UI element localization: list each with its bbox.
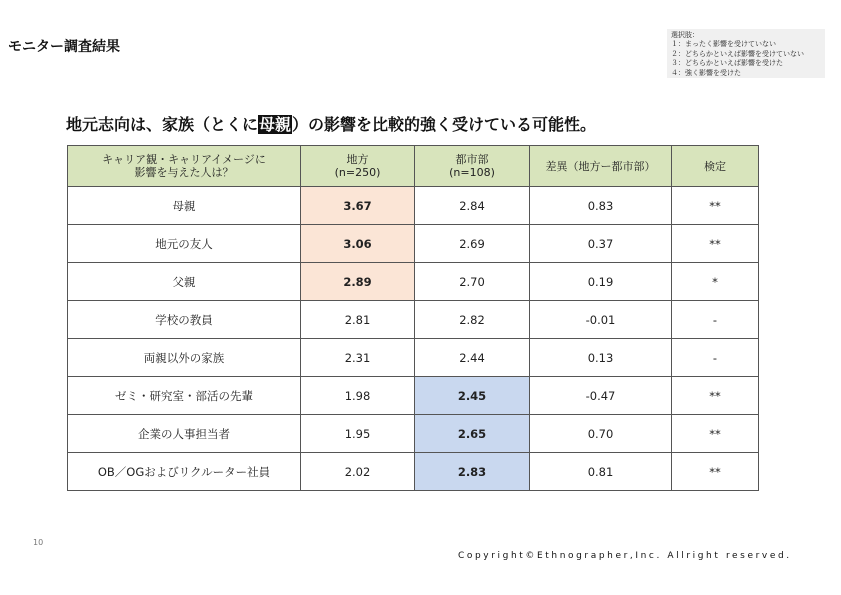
- cell-local: 2.02: [301, 453, 415, 491]
- cell-urban: 2.69: [415, 225, 530, 263]
- cell-test: **: [672, 453, 759, 491]
- cell-difference: 0.19: [530, 263, 672, 301]
- legend-item: １：まったく影響を受けていない: [671, 40, 776, 49]
- cell-urban: 2.83: [415, 453, 530, 491]
- header-influencer-line2: 影響を与えた人は？: [134, 166, 234, 179]
- cell-local: 3.06: [301, 225, 415, 263]
- cell-urban: 2.65: [415, 415, 530, 453]
- cell-local: 2.81: [301, 301, 415, 339]
- cell-urban: 2.44: [415, 339, 530, 377]
- header-urban-line1: 都市部: [455, 153, 489, 166]
- header-difference: 差異（地方ー都市部）: [530, 146, 672, 187]
- cell-influencer: 両親以外の家族: [68, 339, 301, 377]
- header-test: 検定: [672, 146, 759, 187]
- headline-text-after: ）の影響を比較的強く受けている可能性。: [292, 115, 597, 134]
- choices-legend: [667, 29, 825, 78]
- cell-difference: 0.83: [530, 187, 672, 225]
- table-row: [68, 263, 759, 301]
- table-row: [68, 225, 759, 263]
- page-number: 10: [33, 538, 44, 547]
- cell-local: 2.89: [301, 263, 415, 301]
- table-row: [68, 301, 759, 339]
- header-local-line1: 地方: [346, 153, 369, 166]
- table-row: [68, 339, 759, 377]
- cell-test: **: [672, 415, 759, 453]
- header-local-line2: (n=250): [334, 166, 381, 179]
- legend-title: 選択肢：: [671, 31, 699, 39]
- legend-item: ３：どちらかといえば影響を受けた: [671, 59, 783, 68]
- cell-difference: 0.37: [530, 225, 672, 263]
- cell-local: 2.31: [301, 339, 415, 377]
- header-urban-line2: (n=108): [449, 166, 495, 179]
- cell-urban: 2.82: [415, 301, 530, 339]
- header-influencer-line1: キャリア観・キャリアイメージに: [102, 153, 266, 166]
- cell-test: **: [672, 225, 759, 263]
- cell-influencer: 地元の友人: [68, 225, 301, 263]
- cell-test: -: [672, 339, 759, 377]
- cell-difference: 0.70: [530, 415, 672, 453]
- copyright-notice: Copyright©Ethnographer,Inc. Allright reserved.: [458, 551, 792, 561]
- header-urban: [415, 146, 530, 187]
- cell-local: 1.98: [301, 377, 415, 415]
- cell-test: *: [672, 263, 759, 301]
- cell-local: 3.67: [301, 187, 415, 225]
- table-row: [68, 377, 759, 415]
- headline: [66, 112, 596, 135]
- header-local: [301, 146, 415, 187]
- cell-influencer: ゼミ・研究室・部活の先輩: [68, 377, 301, 415]
- table-row: [68, 187, 759, 225]
- cell-influencer: 学校の教員: [68, 301, 301, 339]
- results-table: [67, 145, 759, 491]
- cell-urban: 2.45: [415, 377, 530, 415]
- cell-test: **: [672, 377, 759, 415]
- cell-difference: 0.13: [530, 339, 672, 377]
- page-title: モニター調査結果: [8, 39, 120, 55]
- cell-local: 1.95: [301, 415, 415, 453]
- cell-influencer: 企業の人事担当者: [68, 415, 301, 453]
- headline-highlight: 母親: [259, 115, 292, 134]
- cell-test: **: [672, 187, 759, 225]
- table-body: [68, 187, 759, 491]
- header-influencer: [68, 146, 301, 187]
- cell-influencer: OB／OGおよびリクルーター社員: [68, 453, 301, 491]
- cell-test: -: [672, 301, 759, 339]
- cell-urban: 2.84: [415, 187, 530, 225]
- table-header-row: [68, 146, 759, 187]
- cell-urban: 2.70: [415, 263, 530, 301]
- table-row: [68, 415, 759, 453]
- headline-text-before: 地元志向は、家族（とくに: [66, 115, 259, 134]
- table-row: [68, 453, 759, 491]
- cell-difference: 0.81: [530, 453, 672, 491]
- cell-influencer: 父親: [68, 263, 301, 301]
- cell-difference: -0.47: [530, 377, 672, 415]
- cell-difference: -0.01: [530, 301, 672, 339]
- legend-item: ４：強く影響を受けた: [671, 68, 741, 77]
- cell-influencer: 母親: [68, 187, 301, 225]
- legend-item: ２：どちらかといえば影響を受けていない: [671, 49, 804, 58]
